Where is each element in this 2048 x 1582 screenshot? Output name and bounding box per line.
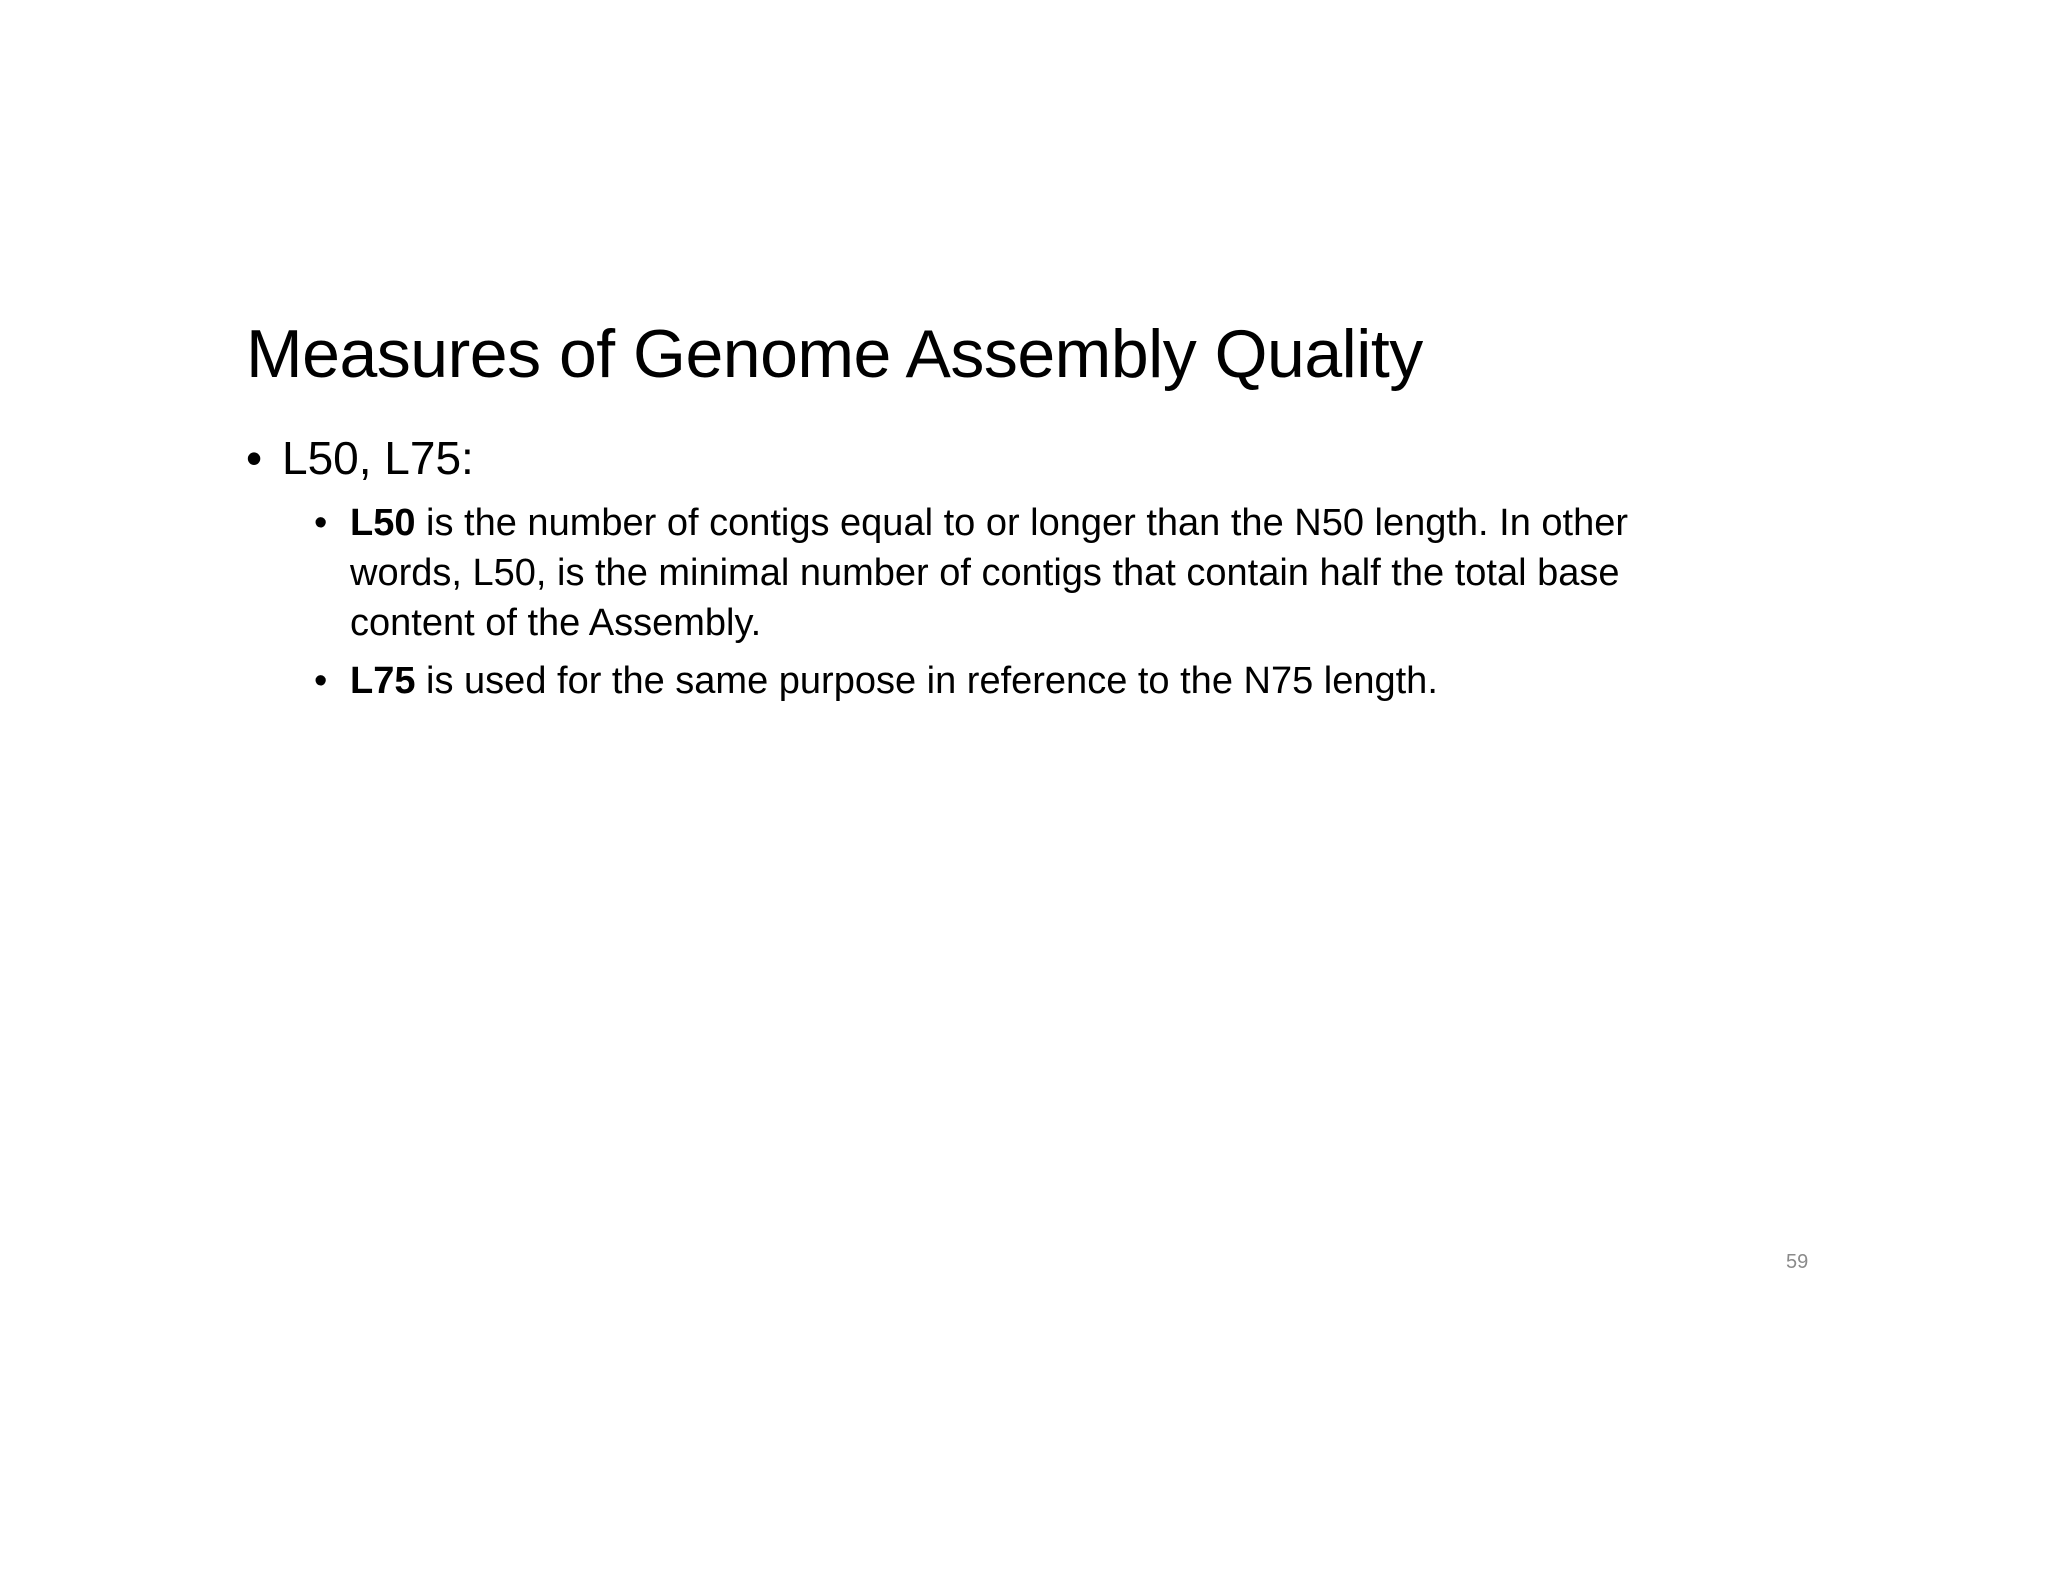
slide-title: Measures of Genome Assembly Quality xyxy=(246,316,1423,392)
page-number: 59 xyxy=(1786,1251,1809,1273)
sub-bullet-list xyxy=(314,498,1834,714)
term-l50: L50 xyxy=(350,502,416,544)
bullet-label: L50, L75: xyxy=(282,432,474,484)
bullet-dot-icon: • xyxy=(246,432,263,484)
bullet-dot-icon: • xyxy=(314,502,328,544)
definition-text: is used for the same purpose in reference to the N75 length. xyxy=(426,660,1438,702)
sub-bullet-l50-line-2: words, L50, is the minimal number of contigs that contain half the total base xyxy=(350,552,1620,594)
definition-text: is the number of contigs equal to or longer than the N50 length. In other xyxy=(426,502,1629,544)
sub-bullet-l75-line-1 xyxy=(350,656,1834,706)
bullet-dot-icon: • xyxy=(314,660,328,702)
bullet-l50-l75 xyxy=(246,430,474,486)
sub-bullet-l75 xyxy=(314,656,1834,706)
sub-bullet-l50-line-3: content of the Assembly. xyxy=(350,602,762,644)
sub-bullet-l50-line-1 xyxy=(350,498,1834,548)
term-l75: L75 xyxy=(350,660,416,702)
sub-bullet-l50 xyxy=(314,498,1834,648)
